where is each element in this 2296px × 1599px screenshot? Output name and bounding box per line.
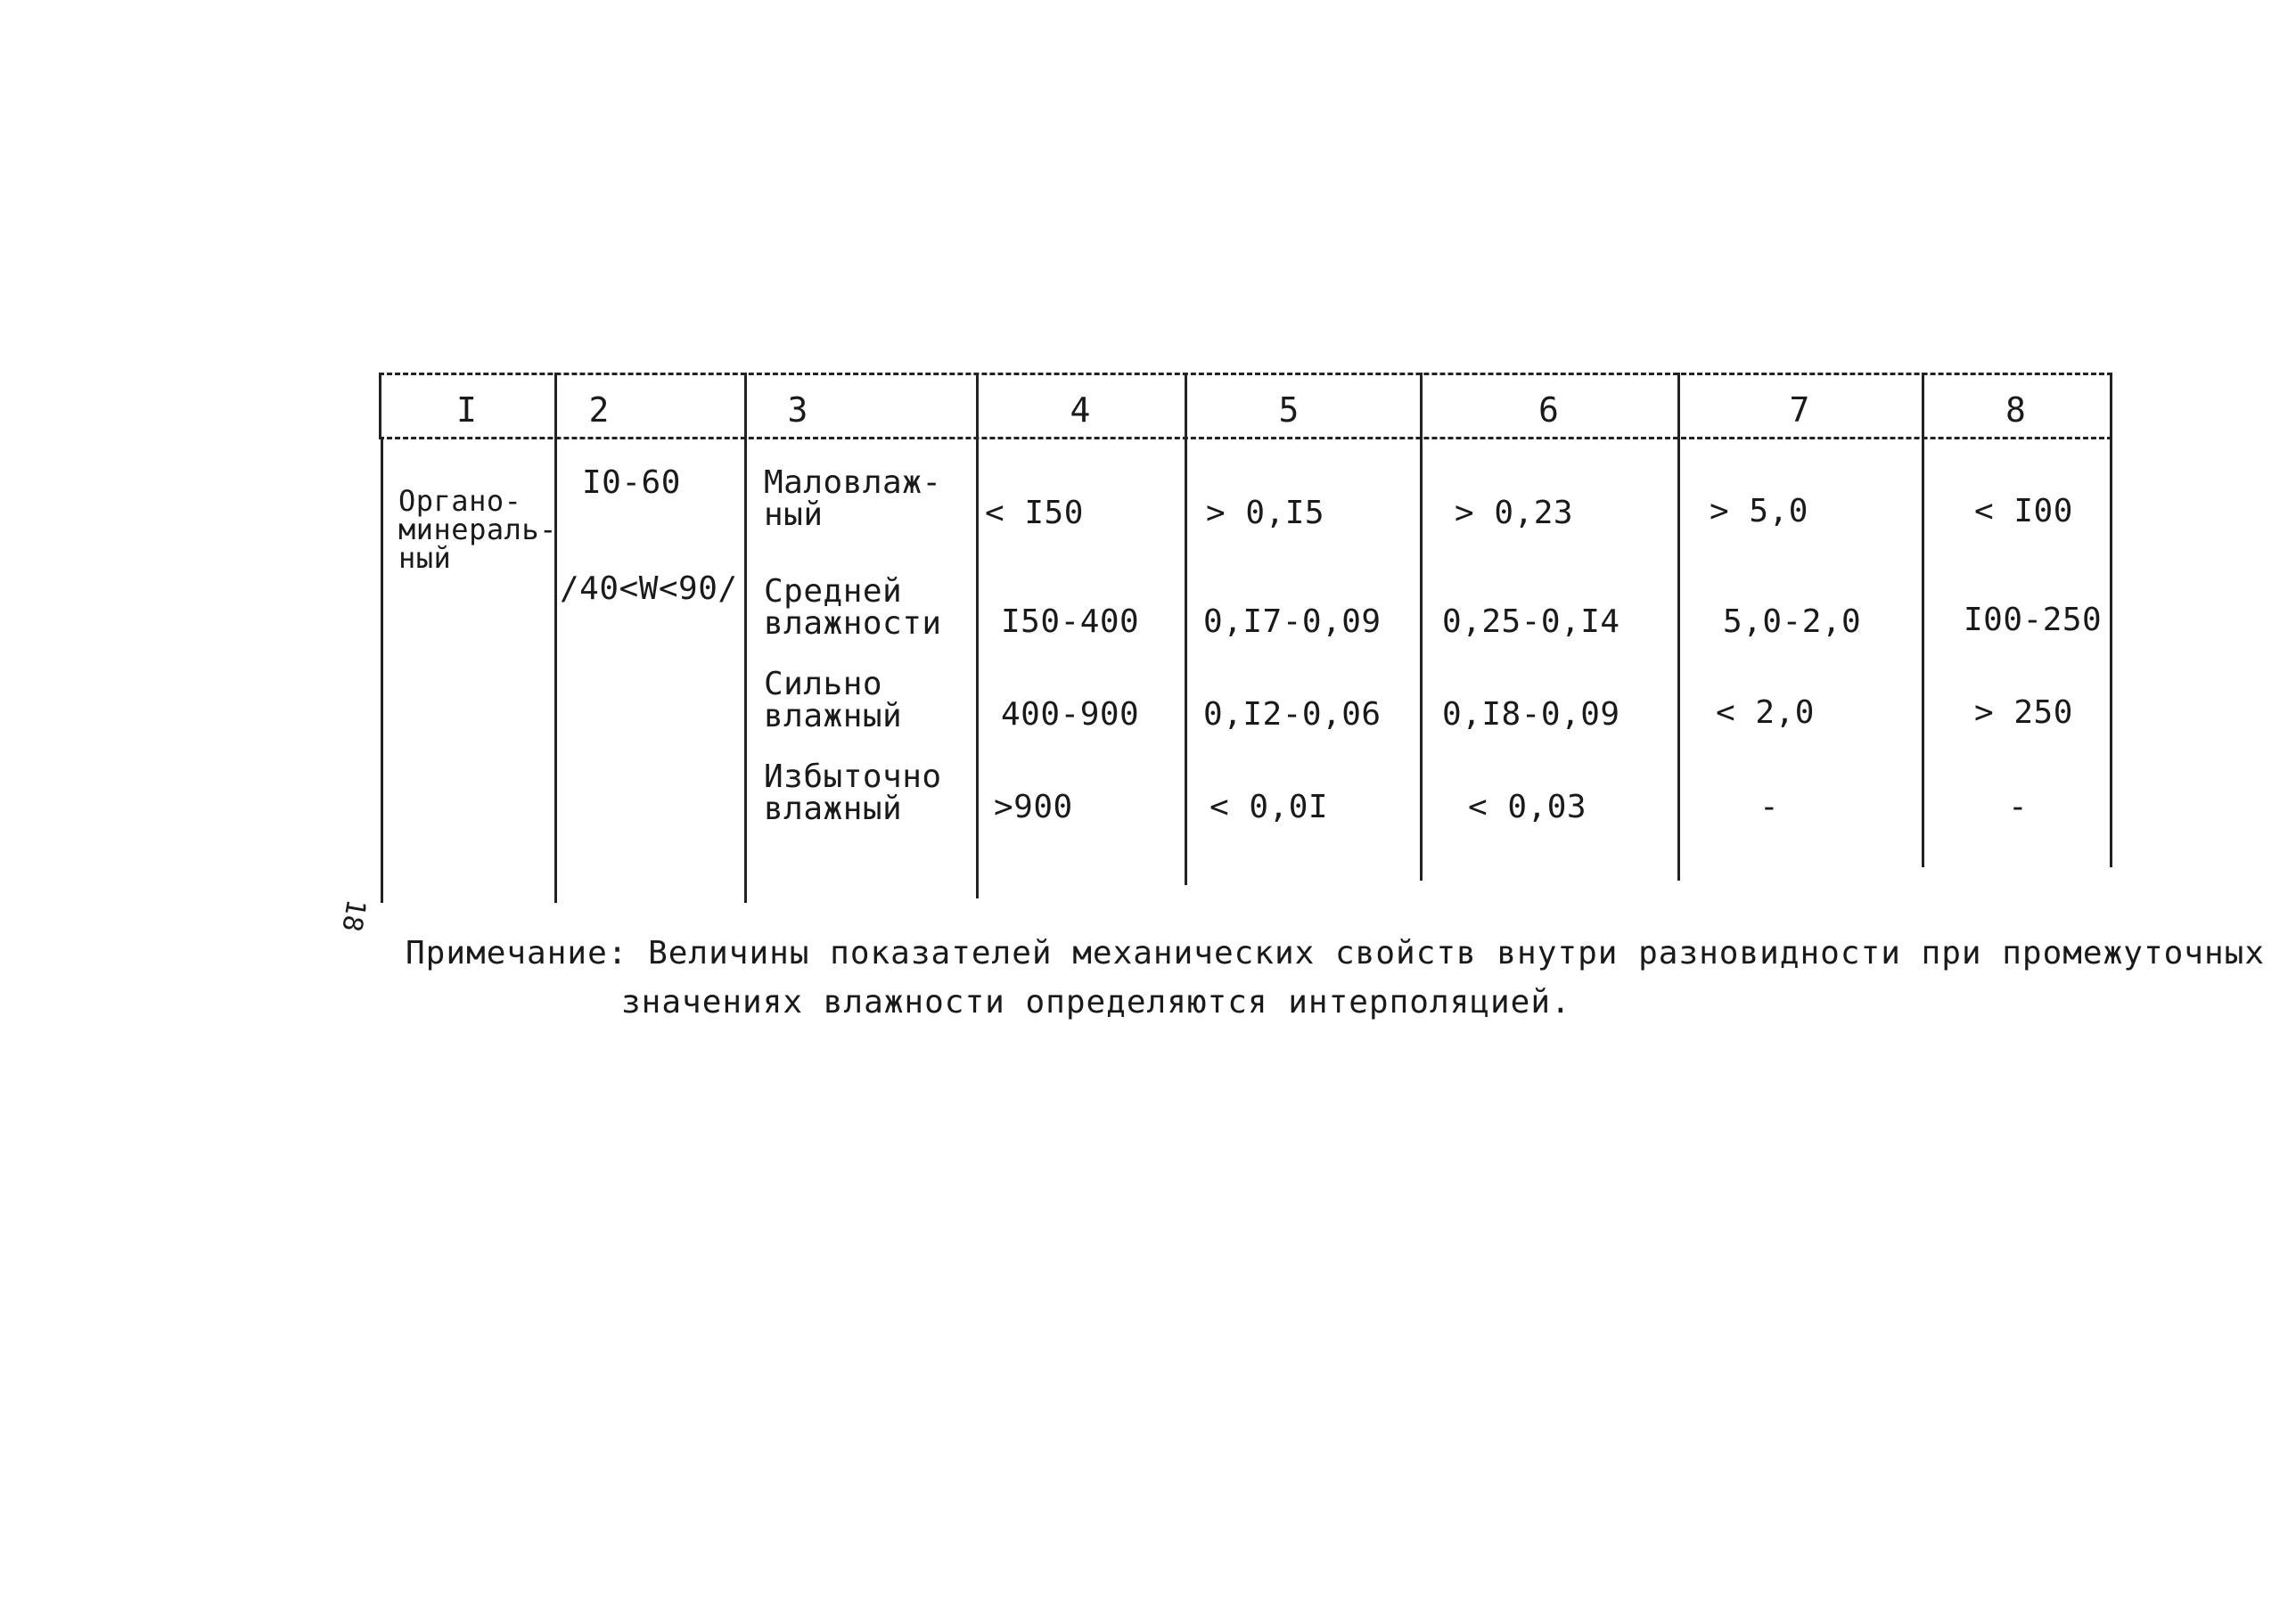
- header-col-3: 3: [787, 390, 808, 430]
- row1-name: Маловлаж- ный: [764, 464, 942, 533]
- col-rule-3: [976, 373, 979, 898]
- row4-name: Избыточно влажный: [764, 758, 942, 827]
- row4-col7: -: [1759, 789, 1780, 825]
- col-rule-7: [1922, 373, 1924, 867]
- row2-col5: 0,I7-0,09: [1203, 603, 1382, 640]
- row1-col8: < I00: [1974, 493, 2073, 529]
- col-rule-2: [744, 373, 747, 903]
- row1-col4: < I50: [985, 495, 1084, 531]
- header-col-6: 6: [1538, 390, 1559, 430]
- row1-col7: > 5,0: [1710, 493, 1808, 529]
- row4-col8: -: [2008, 789, 2029, 825]
- row3-col7: < 2,0: [1716, 694, 1815, 731]
- row1-col5: > 0,I5: [1206, 495, 1325, 531]
- col-rule-8: [2110, 373, 2112, 867]
- header-col-1: I: [456, 390, 477, 430]
- header-bottom-rule: [379, 437, 2112, 439]
- col-rule-6: [1677, 373, 1680, 881]
- col-rule-4: [1185, 373, 1187, 885]
- row4-col4: >900: [994, 789, 1073, 825]
- col-rule-0b: [381, 437, 383, 903]
- row4-col5: < 0,0I: [1210, 789, 1329, 825]
- row4-col6: < 0,03: [1468, 789, 1587, 825]
- row3-col6: 0,I8-0,09: [1442, 696, 1620, 733]
- header-col-7: 7: [1789, 390, 1810, 430]
- moisture-range-alt: /40<W<90/: [560, 570, 738, 607]
- row3-col4: 400-900: [1001, 696, 1140, 733]
- row3-col5: 0,I2-0,06: [1203, 696, 1382, 733]
- header-col-2: 2: [588, 390, 610, 430]
- header-col-5: 5: [1278, 390, 1300, 430]
- table-top-rule: [379, 373, 2112, 375]
- soil-type: Органо- минераль- ный: [398, 484, 557, 575]
- col-rule-1: [554, 373, 557, 903]
- row2-col6: 0,25-0,I4: [1442, 603, 1620, 640]
- header-col-8: 8: [2005, 390, 2026, 430]
- header-col-4: 4: [1070, 390, 1091, 430]
- row1-col6: > 0,23: [1455, 495, 1574, 531]
- note-line-1: Примечание: Величины показателей механических свойств внутри разновидности при промежуточных: [406, 935, 2265, 972]
- row3-name: Сильно влажный: [764, 666, 903, 734]
- col-rule-5: [1420, 373, 1423, 881]
- note-line-2: значениях влажности определяются интерполяцией.: [621, 984, 1571, 1021]
- row2-col4: I50-400: [1001, 603, 1140, 640]
- row2-col7: 5,0-2,0: [1723, 603, 1862, 640]
- row2-col8: I00-250: [1964, 602, 2103, 638]
- properties-table: [379, 373, 2112, 903]
- moisture-range: I0-60: [582, 464, 681, 501]
- row3-col8: > 250: [1974, 694, 2073, 731]
- page-number: 18: [335, 897, 372, 934]
- row2-name: Средней влажности: [764, 573, 942, 642]
